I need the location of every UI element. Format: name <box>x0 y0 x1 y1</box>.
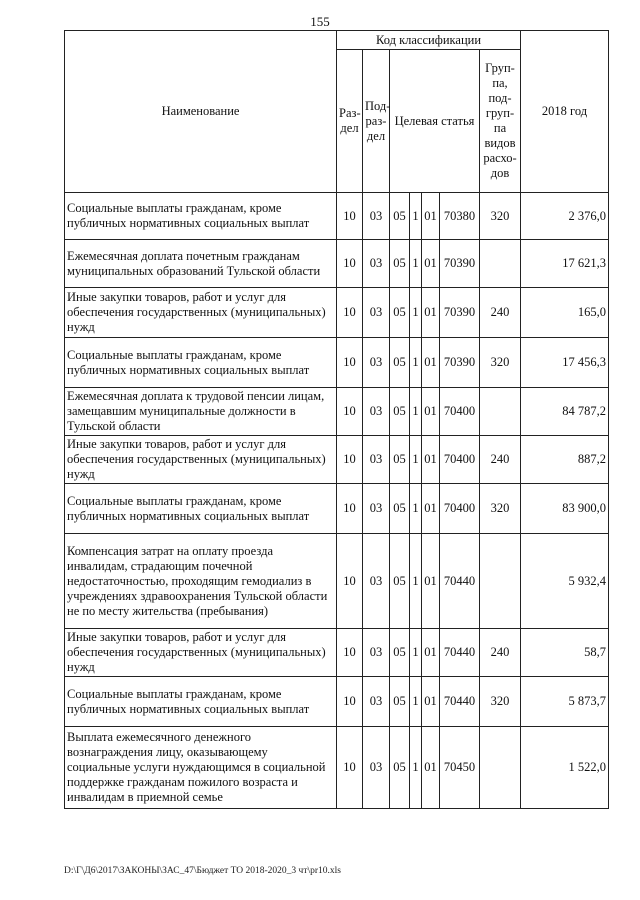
table-row <box>65 534 609 629</box>
table-row <box>65 388 609 436</box>
row-target-subprogram: 1 <box>410 629 422 677</box>
row-expense-group <box>480 727 521 809</box>
row-target-direction: 70380 <box>440 193 480 240</box>
row-target-program: 05 <box>390 193 410 240</box>
row-target-subprogram: 1 <box>410 388 422 436</box>
header-code-group: Код классификации <box>337 31 521 50</box>
row-target-event: 01 <box>422 534 440 629</box>
row-target-direction: 70440 <box>440 629 480 677</box>
header-group: Груп-па, под-груп-па видов расхо-дов <box>480 50 521 193</box>
row-target-program: 05 <box>390 629 410 677</box>
row-target-direction: 70400 <box>440 484 480 534</box>
row-amount: 83 900,0 <box>521 484 609 534</box>
row-target-subprogram: 1 <box>410 436 422 484</box>
row-name: Социальные выплаты гражданам, кроме публичных нормативных социальных выплат <box>65 484 337 534</box>
header-podrazdel: Под-раз-дел <box>363 50 390 193</box>
row-target-program: 05 <box>390 727 410 809</box>
row-name: Иные закупки товаров, работ и услуг для обеспечения государственных (муниципальных) нужд <box>65 288 337 338</box>
row-target-event: 01 <box>422 677 440 727</box>
row-target-program: 05 <box>390 288 410 338</box>
row-name: Компенсация затрат на оплату проезда инвалидам, страдающим почечной недостаточностью, проходящим гемодиализ в учреждениях здравоохранения Тульской области не по месту жительства (пребывания) <box>65 534 337 629</box>
row-expense-group: 320 <box>480 193 521 240</box>
row-target-event: 01 <box>422 288 440 338</box>
table-row <box>65 677 609 727</box>
table-row <box>65 240 609 288</box>
row-target-event: 01 <box>422 388 440 436</box>
row-amount: 5 873,7 <box>521 677 609 727</box>
row-target-event: 01 <box>422 338 440 388</box>
header-name: Наименование <box>65 31 337 193</box>
row-podrazdel: 03 <box>363 338 390 388</box>
row-expense-group: 320 <box>480 677 521 727</box>
row-name: Социальные выплаты гражданам, кроме публичных нормативных социальных выплат <box>65 677 337 727</box>
row-podrazdel: 03 <box>363 436 390 484</box>
row-podrazdel: 03 <box>363 193 390 240</box>
row-expense-group <box>480 240 521 288</box>
row-target-event: 01 <box>422 436 440 484</box>
row-amount: 17 456,3 <box>521 338 609 388</box>
table-row <box>65 436 609 484</box>
row-razdel: 10 <box>337 534 363 629</box>
row-target-program: 05 <box>390 484 410 534</box>
row-expense-group: 320 <box>480 484 521 534</box>
row-podrazdel: 03 <box>363 240 390 288</box>
row-name: Социальные выплаты гражданам, кроме публичных нормативных социальных выплат <box>65 338 337 388</box>
row-name: Выплата ежемесячного денежного вознаграждения лицу, оказывающему социальные услуги нуждающимся в социальной поддержке гражданам пожилого возраста и инвалидам в приемной семье <box>65 727 337 809</box>
row-name: Социальные выплаты гражданам, кроме публичных нормативных социальных выплат <box>65 193 337 240</box>
row-target-subprogram: 1 <box>410 484 422 534</box>
row-target-direction: 70390 <box>440 338 480 388</box>
row-name: Ежемесячная доплата к трудовой пенсии лицам, замещавшим муниципальные должности в Тульской области <box>65 388 337 436</box>
table-row <box>65 629 609 677</box>
row-target-subprogram: 1 <box>410 677 422 727</box>
row-target-direction: 70400 <box>440 388 480 436</box>
row-razdel: 10 <box>337 338 363 388</box>
row-target-subprogram: 1 <box>410 288 422 338</box>
row-podrazdel: 03 <box>363 534 390 629</box>
table-row <box>65 484 609 534</box>
row-target-subprogram: 1 <box>410 727 422 809</box>
row-target-event: 01 <box>422 727 440 809</box>
header-target: Целевая статья <box>390 50 480 193</box>
row-podrazdel: 03 <box>363 484 390 534</box>
budget-table <box>64 30 609 809</box>
table-row <box>65 288 609 338</box>
row-razdel: 10 <box>337 388 363 436</box>
row-target-program: 05 <box>390 338 410 388</box>
row-amount: 887,2 <box>521 436 609 484</box>
row-podrazdel: 03 <box>363 629 390 677</box>
table-row <box>65 338 609 388</box>
header-year: 2018 год <box>521 31 609 193</box>
row-amount: 58,7 <box>521 629 609 677</box>
row-podrazdel: 03 <box>363 288 390 338</box>
row-target-event: 01 <box>422 193 440 240</box>
row-target-program: 05 <box>390 436 410 484</box>
row-target-event: 01 <box>422 240 440 288</box>
table-row <box>65 193 609 240</box>
row-razdel: 10 <box>337 484 363 534</box>
row-amount: 5 932,4 <box>521 534 609 629</box>
row-name: Иные закупки товаров, работ и услуг для обеспечения государственных (муниципальных) нужд <box>65 629 337 677</box>
row-target-subprogram: 1 <box>410 240 422 288</box>
row-razdel: 10 <box>337 677 363 727</box>
row-target-direction: 70390 <box>440 240 480 288</box>
page-number: 155 <box>310 14 330 29</box>
row-expense-group: 320 <box>480 338 521 388</box>
table-body <box>65 193 609 809</box>
row-amount: 84 787,2 <box>521 388 609 436</box>
row-target-direction: 70440 <box>440 534 480 629</box>
row-razdel: 10 <box>337 288 363 338</box>
row-razdel: 10 <box>337 629 363 677</box>
row-amount: 2 376,0 <box>521 193 609 240</box>
row-expense-group: 240 <box>480 629 521 677</box>
row-name: Иные закупки товаров, работ и услуг для обеспечения государственных (муниципальных) нужд <box>65 436 337 484</box>
row-amount: 1 522,0 <box>521 727 609 809</box>
row-target-event: 01 <box>422 484 440 534</box>
row-target-direction: 70440 <box>440 677 480 727</box>
row-target-subprogram: 1 <box>410 338 422 388</box>
header-row-top <box>65 31 609 50</box>
row-expense-group <box>480 534 521 629</box>
row-target-subprogram: 1 <box>410 193 422 240</box>
row-expense-group: 240 <box>480 436 521 484</box>
row-target-direction: 70400 <box>440 436 480 484</box>
row-razdel: 10 <box>337 436 363 484</box>
footer-file-path: D:\Г\Д6\2017\ЗАКОНЫ\ЗАС_47\Бюджет ТО 2018-2020_3 чт\pr10.xls <box>64 866 341 876</box>
row-target-subprogram: 1 <box>410 534 422 629</box>
row-podrazdel: 03 <box>363 388 390 436</box>
row-amount: 17 621,3 <box>521 240 609 288</box>
row-target-direction: 70390 <box>440 288 480 338</box>
row-podrazdel: 03 <box>363 727 390 809</box>
row-expense-group: 240 <box>480 288 521 338</box>
header-razdel: Раз-дел <box>337 50 363 193</box>
row-target-program: 05 <box>390 677 410 727</box>
row-podrazdel: 03 <box>363 677 390 727</box>
row-target-program: 05 <box>390 388 410 436</box>
row-razdel: 10 <box>337 727 363 809</box>
row-expense-group <box>480 388 521 436</box>
row-razdel: 10 <box>337 193 363 240</box>
row-razdel: 10 <box>337 240 363 288</box>
row-target-direction: 70450 <box>440 727 480 809</box>
table-row <box>65 727 609 809</box>
row-amount: 165,0 <box>521 288 609 338</box>
row-name: Ежемесячная доплата почетным гражданам муниципальных образований Тульской области <box>65 240 337 288</box>
row-target-event: 01 <box>422 629 440 677</box>
row-target-program: 05 <box>390 240 410 288</box>
row-target-program: 05 <box>390 534 410 629</box>
